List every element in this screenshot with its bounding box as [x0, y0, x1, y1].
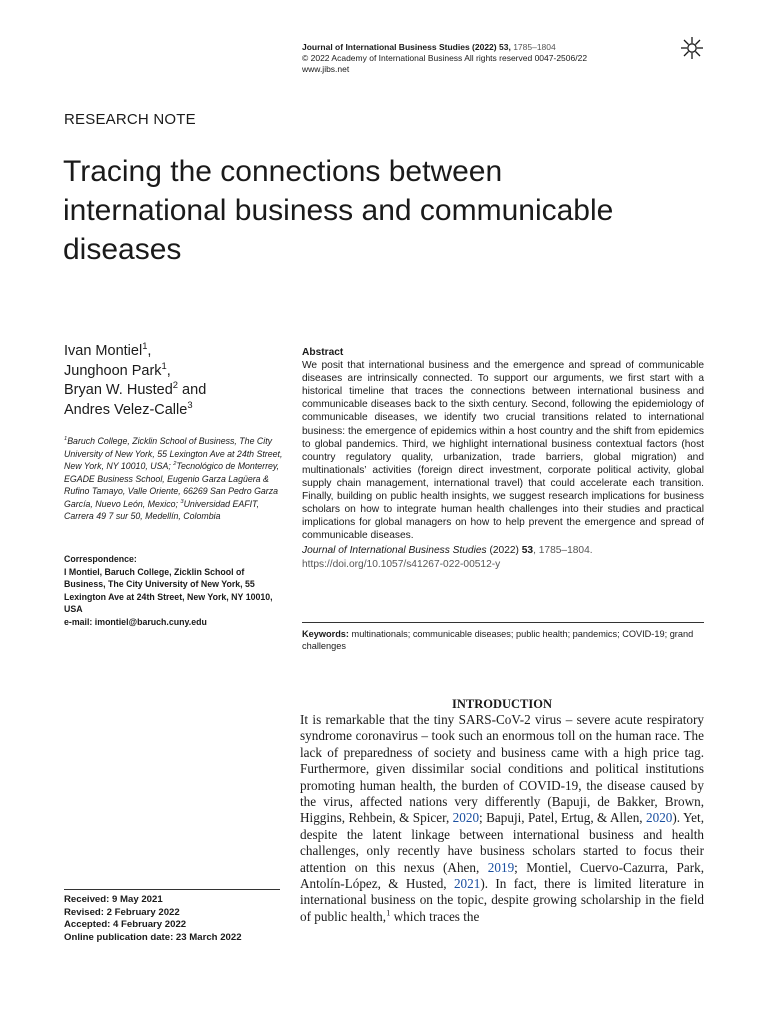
affiliation-text: Tecnológico de Monterrey, EGADE Business School, Eugenio Garza Lagüera & Rufino Tamayo, Valle Oriente, 66269 San Pedro Garza García, Nuevo León, Mexico;: [64, 461, 280, 509]
introduction-heading: INTRODUCTION: [451, 697, 552, 711]
abstract-citation: [302, 544, 704, 557]
citation-link[interactable]: 2019: [487, 859, 515, 875]
journal-header: [302, 42, 682, 75]
online-date: Online publication date: 23 March 2022: [64, 931, 242, 943]
author-name: Bryan W. Husted$^2$ and: [64, 379, 207, 398]
keywords-text: multinationals; communicable diseases; public health; pandemics; COVID-19; grand challenges: [302, 629, 694, 651]
footnote-marker[interactable]: 1: [386, 907, 391, 918]
publisher-star-logo-icon: [680, 36, 704, 60]
author-name: Ivan Montiel$^1$,: [64, 340, 152, 359]
affiliation-number: 1: [64, 436, 68, 443]
journal-name: Journal of International Business Studies (2022): [302, 42, 497, 52]
received-date: Received: 9 May 2021: [64, 894, 163, 905]
journal-pages: 1785–1804: [513, 42, 556, 52]
author-list: [64, 342, 294, 420]
affiliations: [64, 435, 284, 523]
citation-link[interactable]: 2020: [646, 810, 673, 826]
citation-journal: Journal of International Business Studies: [302, 545, 487, 557]
author-name: Junghoon Park$^1$,: [64, 359, 171, 379]
abstract-body: We posit that international business and the emergence and spread of communicable diseases are intrinsically connected. To support our arguments, we first start with a historical timeline that traces the connections between international business and communicable diseases back to the sixth century. Second, following the epidemiology of communicable diseases, we identify two crucial transitions related to international business: the emergence of epidemics within a host country and the shift from epidemics to global pandemics. Third, we highlight international business contextual factors (host country regulatory quality, urbanization, trade barriers, global migration) and multinationals’ activities (foreign direct investment, corporate political activity, global supply chain management, international travel) that could accelerate each transition. Finally, building on public health insights, we suggest research implications for business scholars on how to integrate human health challenges into their studies and practical implications for global managers on how to help prevent the emergence and spread of communicable diseases.: [302, 360, 704, 542]
revised-date: Revised: 2 February 2022: [64, 906, 180, 918]
doi-link[interactable]: https://doi.org/10.1057/s41267-022-00512-y: [302, 558, 501, 570]
journal-volume: 53,: [498, 42, 511, 52]
article-title: Tracing the connections between international business and communicable diseases: [63, 155, 614, 266]
correspondence-address: I Montiel, Baruch College, Zicklin School of Business, The City University of New York, 55 Lexington Ave at 24th Street, New York, NY 10010, USA: [64, 566, 273, 615]
correspondence: [64, 553, 284, 629]
keywords-label: Keywords:: [302, 629, 349, 639]
affiliation-text: Universidad EAFIT, Carrera 49 7 sur 50, Medellín, Colombia: [64, 498, 260, 521]
affiliation-number: 2: [173, 461, 177, 468]
keywords-divider: [302, 622, 704, 623]
accepted-date: Accepted: 4 February 2022: [64, 919, 187, 930]
citation-year: (2022): [489, 545, 519, 557]
publication-dates: [64, 894, 294, 944]
citation-link[interactable]: 2020: [452, 810, 480, 826]
article-type-label: RESEARCH NOTE: [64, 111, 196, 128]
citation-volume: 53: [521, 545, 534, 557]
abstract: [302, 346, 704, 571]
affiliation-number: 3: [180, 498, 184, 505]
journal-citation-line: [302, 42, 682, 53]
copyright-line: © 2022 Academy of International Business All rights reserved 0047-2506/22: [302, 53, 588, 63]
citation-pages: , 1785–1804.: [533, 545, 593, 557]
abstract-heading: Abstract: [302, 347, 344, 358]
keywords: [302, 629, 704, 652]
correspondence-label: Correspondence:: [64, 554, 137, 564]
correspondence-email[interactable]: e-mail: imontiel@baruch.cuny.edu: [64, 616, 207, 627]
dates-divider: [64, 889, 280, 890]
journal-url[interactable]: www.jibs.net: [302, 64, 350, 74]
affiliation-text: Baruch College, Zicklin School of Business, The City University of New York, 55 Lexington Ave at 24th Street, New York, NY 10010, USA;: [64, 436, 283, 471]
citation-link[interactable]: 2021: [453, 876, 481, 892]
introduction-paragraph: It is remarkable that the tiny SARS-CoV-2 virus – severe acute respiratory syndrome coronavirus – took such an enormous toll on the human race. The lack of preparedness of society and business came with a high price tag. Furthermore, given dissimilar social conditions and political institutions promoting human health, the burden of COVID-19, the disease caused by the virus, affected nations very differently (Bapuji, de Bakker, Brown, Higgins, Rehbein, & Spicer, 2020; Bapuji, Patel, Ertug, & Allen, 2020). Yet, despite the latent linkage between international business and health challenges, only recently have business scholars started to focus their attention on this nexus (Ahen, 2019; Montiel, Cuervo-Cazurra, Park, Antolín-López, & Husted, 2021). In fact, there is limited literature in international business on the topic, despite growing scholarship in the field of public health,$^1$ which traces the: [300, 712, 705, 924]
author-name: Andres Velez-Calle$^3$: [64, 398, 193, 418]
